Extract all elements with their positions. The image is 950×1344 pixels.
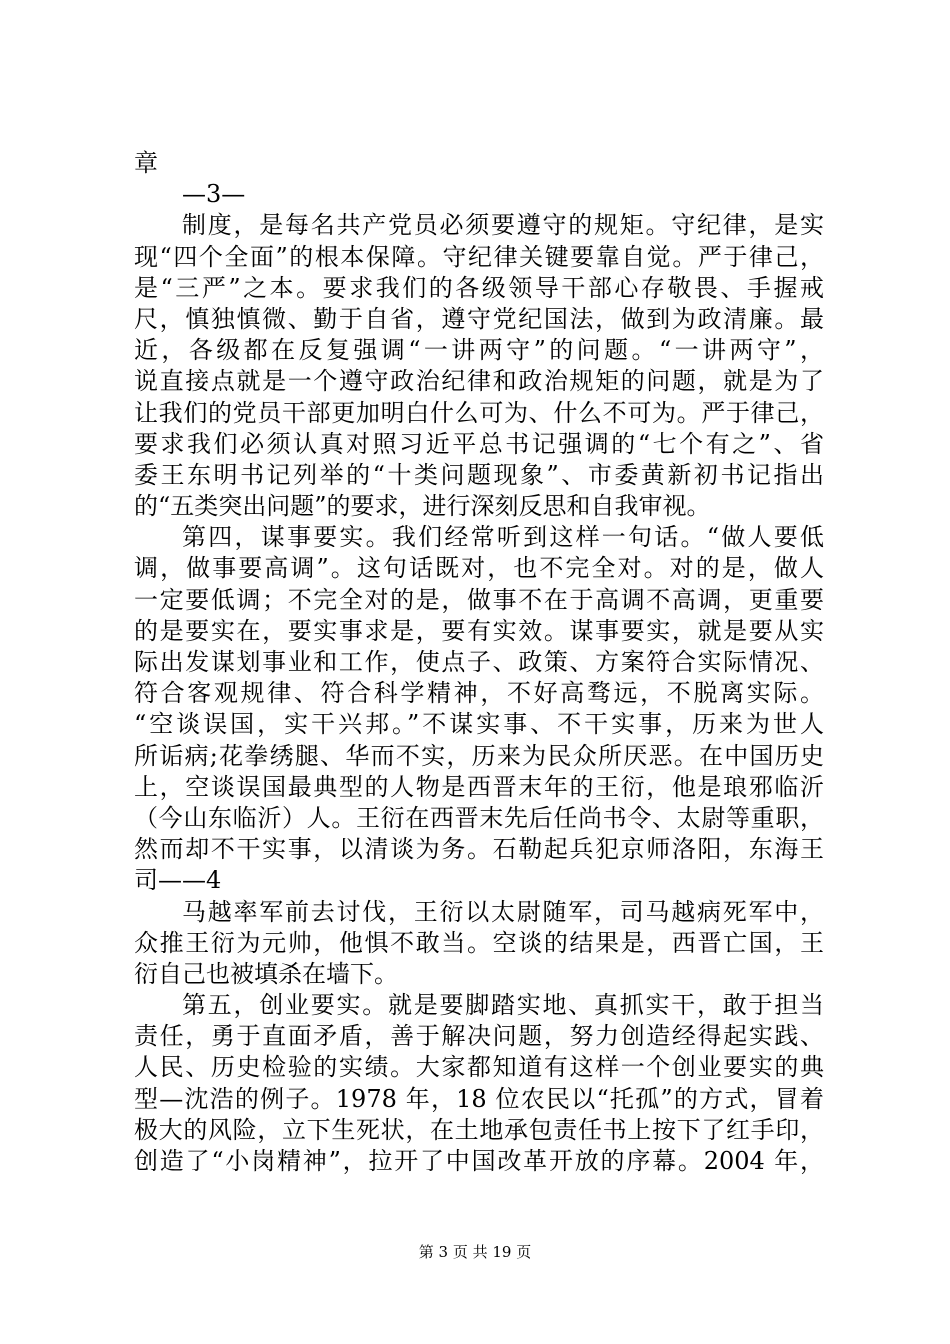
text-line: 责任，勇于直面矛盾，善于解决问题，努力创造经得起实践、 — [134, 1022, 824, 1051]
text-line: 所诟病;花拳绣腿、华而不实，历来为民众所厌恶。在中国历史 — [134, 741, 824, 770]
text-line: 让我们的党员干部更加明白什么可为、什么不可为。严于律己， — [134, 398, 824, 427]
text-line: “空谈误国，实干兴邦。”不谋实事、不干实事，历来为世人 — [134, 710, 824, 739]
text-line: 现“四个全面”的根本保障。守纪律关键要靠自觉。严于律己， — [134, 242, 824, 271]
text-line: 的“五类突出问题”的要求，进行深刻反思和自我审视。 — [134, 492, 711, 521]
document-body — [134, 148, 824, 1177]
text-line: 第五，创业要实。就是要脚踏实地、真抓实干，敢于担当 — [182, 991, 824, 1020]
text-line: （今山东临沂）人。王衍在西晋末先后任尚书令、太尉等重职， — [134, 803, 824, 832]
text-line: 际出发谋划事业和工作，使点子、政策、方案符合实际情况、 — [134, 648, 824, 676]
text-line: 众推王衍为元帅，他惧不敢当。空谈的结果是，西晋亡国，王 — [134, 928, 824, 957]
text-line: 近，各级都在反复强调“一讲两守”的问题。“一讲两守”， — [134, 336, 824, 365]
text-line: 是“三严”之本。要求我们的各级领导干部心存敬畏、手握戒 — [134, 273, 824, 302]
text-line: 第四，谋事要实。我们经常听到这样一句话。“做人要低 — [182, 523, 824, 552]
text-line: 衍自己也被填杀在墙下。 — [134, 959, 398, 988]
text-line: 制度，是每名共产党员必须要遵守的规矩。守纪律，是实 — [182, 211, 824, 240]
text-line: 的是要实在，要实事求是，要有实效。谋事要实，就是要从实 — [134, 616, 824, 645]
text-line: 然而却不干实事，以清谈为务。石勒起兵犯京师洛阳，东海王 — [134, 835, 824, 864]
text-line: 尺，慎独慎微、勤于自省，遵守党纪国法，做到为政清廉。最 — [134, 304, 824, 333]
text-line: 马越率军前去讨伐，王衍以太尉随军，司马越病死军中， — [182, 897, 824, 926]
text-line: 调，做事要高调”。这句话既对，也不完全对。对的是，做人 — [134, 554, 824, 583]
text-line: —3— — [182, 180, 246, 209]
text-line: 要求我们必须认真对照习近平总书记强调的“七个有之”、省 — [134, 429, 824, 458]
text-line: 型—沈浩的例子。1978 年，18 位农民以“托孤”的方式，冒着 — [134, 1084, 824, 1113]
text-line: 符合客观规律、符合科学精神，不好高骛远，不脱离实际。 — [134, 679, 824, 708]
text-line: 委王东明书记列举的“十类问题现象”、市委黄新初书记指出 — [134, 460, 824, 489]
text-line: 一定要低调；不完全对的是，做事不在于高调不高调，更重要 — [134, 585, 824, 614]
text-line: 上，空谈误国最典型的人物是西晋末年的王衍，他是琅邪临沂 — [134, 772, 824, 801]
text-line: 章 — [134, 149, 158, 177]
text-line: 人民、历史检验的实绩。大家都知道有这样一个创业要实的典 — [134, 1053, 824, 1082]
text-line: 司——4 — [134, 866, 222, 895]
text-line: 极大的风险，立下生死状，在土地承包责任书上按下了红手印， — [134, 1115, 824, 1144]
text-line: 创造了“小岗精神”，拉开了中国改革开放的序幕。2004 年， — [134, 1147, 824, 1175]
page-footer: 第 3 页 共 19 页 — [418, 1243, 532, 1261]
text-line: 说直接点就是一个遵守政治纪律和政治规矩的问题，就是为了 — [134, 367, 824, 396]
